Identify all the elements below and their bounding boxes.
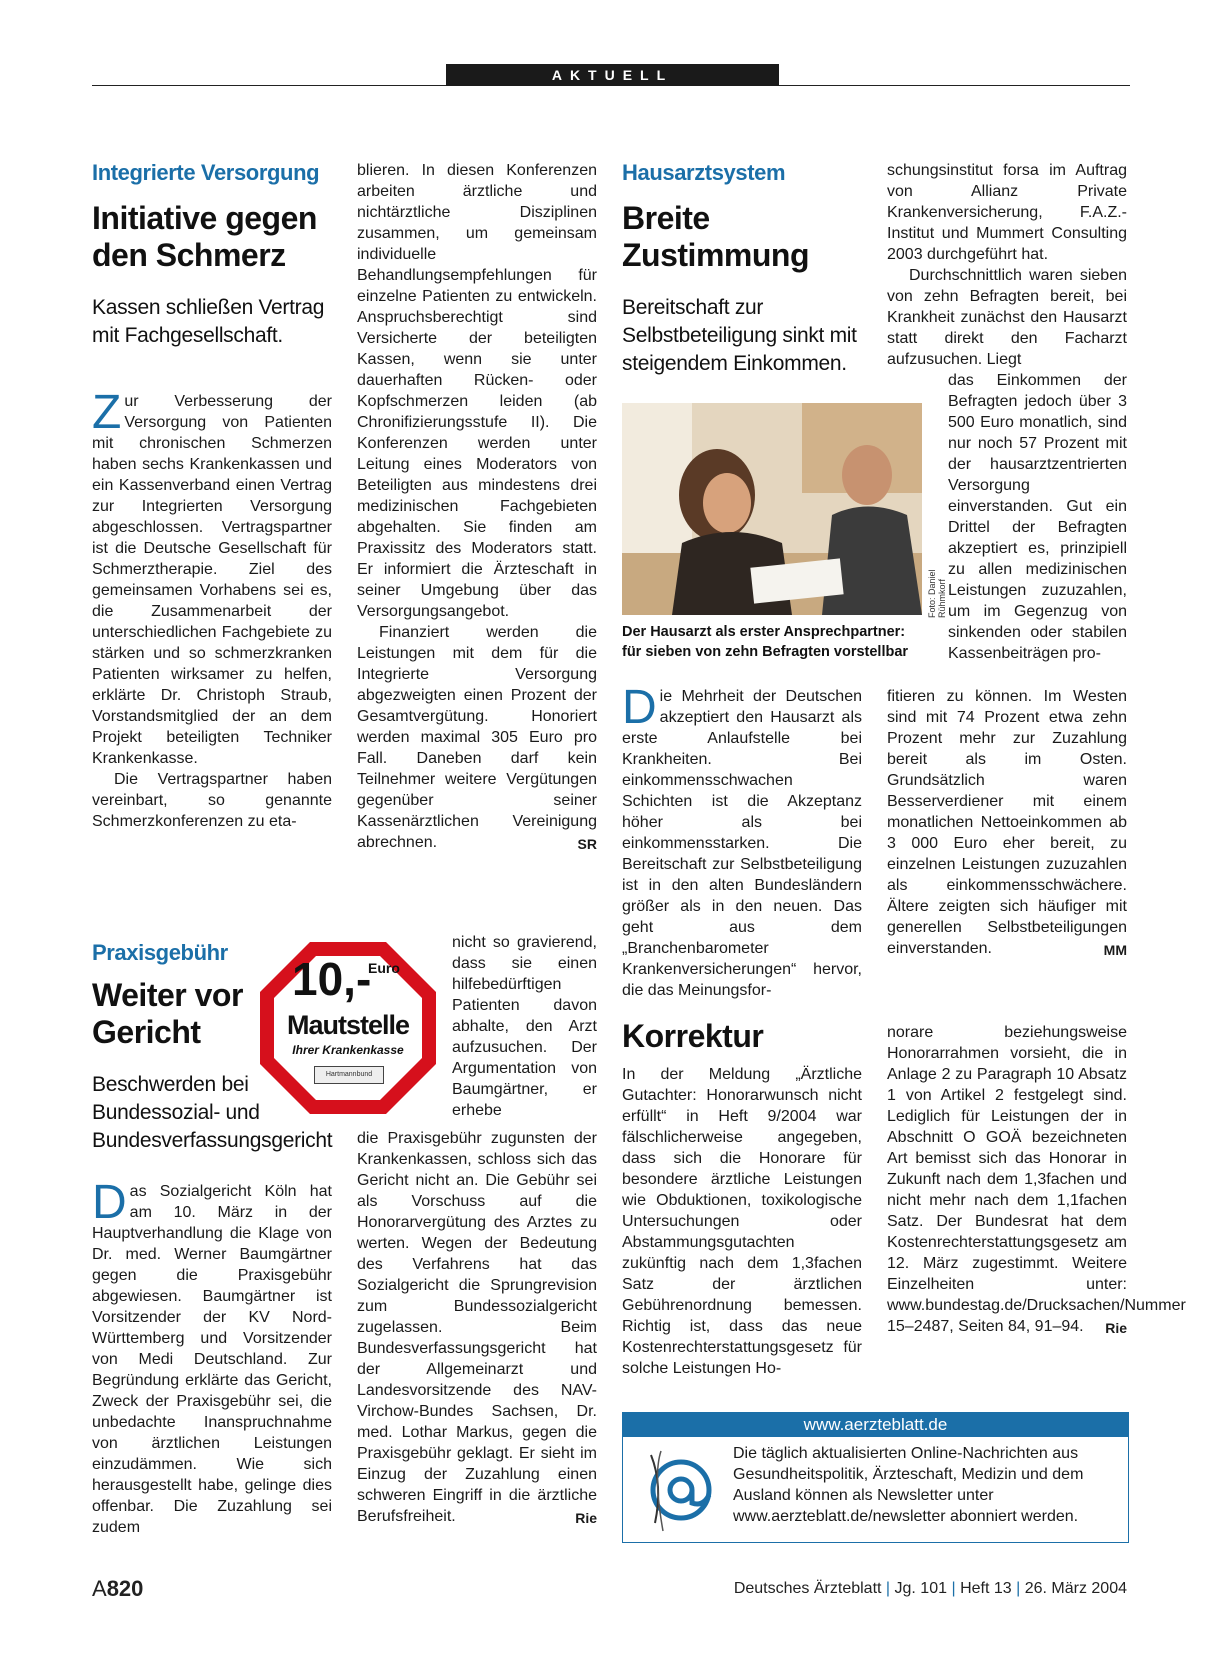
journal-info: Deutsches Ärzteblatt | Jg. 101 | Heft 13 | 26. März 2004: [733, 1580, 1127, 1597]
journal-name: Deutsches Ärzteblatt: [733, 1580, 882, 1597]
article1-column-1: [92, 386, 332, 832]
article4-headline: Korrektur: [622, 1018, 764, 1054]
article1-paragraph: blieren. In diesen Konferenzen arbeiten ärztliche und nichtärztliche Disziplinen zusammen, um gemeinsam individuelle Behandlungsempfehlungen für einzelne Patienten zu entwickeln. Anspruchsberechtigt sind Versicherte der beteiligten Kassen, wenn sie unter dauerhaften Rücken- oder Kopfschmerzen leiden (ab Chronifizierungsstufe II). Die Konferenzen werden unter Leitung eines Moderators von Beteiligten aus mindestens drei medizinischen Fachgebieten abgehalten. Sie finden am Praxissitz des Moderators statt. Er informiert die Ärzteschaft in seiner Umgebung über das Versorgungsangebot.: [357, 162, 597, 620]
article1-headline: Initiative gegen den Schmerz: [92, 200, 317, 273]
article1-paragraph: Die Vertragspartner haben vereinbart, so genannte Schmerzkonferenzen zu eta-: [92, 771, 332, 830]
sign-subtitle: Ihrer Krankenkasse: [292, 1043, 404, 1057]
article2-paragraph: das Einkommen der Befragten jedoch über 3 500 Euro monatlich, sind nur noch 57 Prozent mit der hausarztzentrierten Versorgung einverstanden. Gut ein Drittel der Befragten akzeptiert es, prinzipiell zu allen medizinischen Leistungen zuzuzahlen, um im Gegenzug von sinkenden oder stabilen Kassenbeiträgen pro-: [948, 372, 1127, 662]
sign-currency: Euro: [368, 960, 400, 976]
article2-rubric: Hausarztsystem: [622, 160, 786, 185]
article4-paragraph: norare beziehungsweise Honorarrahmen vorsieht, die in Anlage 2 zu Paragraph 10 Absatz 1 von Artikel 2 festgelegt sind. Lediglich für Leistungen der in Abschnitt O GOÄ bezeichneten Art bemisst sich das Honorar in Zukunft nach dem 1,3fachen und nicht mehr nach dem 1,1fachen Satz. Der Bundesrat hat dem Kostenrechterstattungsgesetz am 12. März zugestimmt. Weitere Einzelheiten unter: www.bundestag.de/Drucksachen/Nummer 15–2487, Seiten 84, 91–94.: [887, 1024, 1186, 1335]
article4-paragraph: In der Meldung „Ärztliche Gutachter: Honorarwunsch nicht erfüllt“ in Heft 9/2004 war fälschlicherweise angegeben, dass sich die Honorare für besondere ärztliche Leistungen wie Obduktionen, toxikologische Untersuchungen oder Abstammungsgutachten zukünftig nach dem 1,3fachen Satz der ärztlichen Gebührenordnung bemessen. Richtig ist, dass das neue Kostenrechterstattungsgesetz für solche Leistungen Ho-: [622, 1066, 862, 1377]
article2-column-2-lower: [887, 686, 1127, 961]
article1-column-2: [357, 160, 597, 855]
article2-signature: MM: [1103, 942, 1127, 958]
journal-date: 26. März 2004: [1024, 1580, 1127, 1597]
article3-subline: Beschwerden bei Bundessozial- und Bundesverfassungsgericht: [92, 1073, 333, 1152]
article4-column-2: [887, 1022, 1186, 1339]
article3-column-2: [357, 1128, 597, 1529]
article3-paragraph: die Praxisgebühr zugunsten der Krankenkassen, schloss sich das Gericht nicht an. Die Gebühr sei als Vorschuss auf die Honorarvergütung des Arztes zu werten. Wegen der Bedeutung des Verfahrens hat das Sozialgericht die Sprungrevision zum Bundessozialgericht zugelassen. Beim Bundesverfassungsgericht hat der Allgemeinarzt und Landesvorsitzende des NAV-Virchow-Bundes Sachsen, Dr. med. Lothar Markus, gegen die Praxisgebühr geklagt. Er sieht im Einzug der Zuzahlung einen schweren Eingriff in die ärztliche Berufsfreiheit.: [357, 1130, 597, 1525]
photo-caption: Der Hausarzt als erster Ansprechpartner: für sieben von zehn Befragten vorstellbar: [622, 624, 909, 660]
article1-subline: Kassen schließen Vertrag mit Fachgesellschaft.: [92, 296, 325, 347]
toll-station-sign: [258, 940, 438, 1116]
article2-paragraph: Durchschnittlich waren sieben von zehn Befragten bereit, bei Krankheit zunächst den Hausarzt statt direkt den Facharzt aufzusuchen. Liegt: [887, 267, 1127, 368]
article4-column-1: [622, 1064, 862, 1379]
article2-column-2-narrow: [948, 370, 1127, 664]
article3-paragraph: as Sozialgericht Köln hat am 10. März in der Hauptverhandlung die Klage von Dr. med. Werner Baumgärtner gegen die Praxisgebühr abgewiesen. Baumgärtner ist Vorsitzender der KV Nord-Württemberg und Vorsitzender von Medi Deutschland. Zur Begründung erklärte das Gericht, Zweck der Praxisgebühr sei, die unbedachte Inanspruchnahme von ärztlichen Leistungen einzudämmen. Wie sich herausgestellt habe, gelinge dies offenbar. Die Zuzahlung sei zudem: [92, 1183, 332, 1536]
doctor-patient-photo: [622, 403, 922, 615]
article4-signature: Rie: [1105, 1320, 1127, 1336]
photo-credit: Foto: Daniel Rühmkorf: [927, 569, 947, 618]
article3-column-1: [92, 1176, 332, 1538]
article1-paragraph: Finanziert werden die Leistungen mit dem für die Integrierte Versorgung abgezweigten einen Prozent der Gesamtvergütung. Honoriert werden maximal 305 Euro pro Fall. Daneben darf kein Teilnehmer weitere Vergütungen gegenüber seiner Kassenärztlichen Vereinigung abrechnen.: [357, 624, 597, 851]
promo-box: [622, 1412, 1129, 1543]
sign-plate: Hartmannbund: [314, 1066, 384, 1084]
at-sign-logo-icon: [633, 1445, 729, 1535]
article3-signature: Rie: [575, 1510, 597, 1526]
article2-column-1: [622, 681, 862, 1001]
sign-title: Mautstelle: [286, 1010, 410, 1040]
promo-text: Die täglich aktualisierten Online-Nachrichten aus Gesundheitspolitik, Ärzteschaft, Medizin und dem Ausland können als Newsletter unter www.aerzteblatt.de/newsletter abonniert werden.: [733, 1445, 1084, 1525]
dropcap: Z: [92, 386, 122, 439]
journal-volume: Jg. 101: [894, 1580, 947, 1597]
article2-headline: Breite Zustimmung: [622, 200, 809, 273]
article3-rubric: Praxisgebühr: [92, 940, 228, 965]
article2-paragraph: fitieren zu können. Im Westen sind mit 74 Prozent etwa zehn Prozent mehr zur Zuzahlung bereit als im Osten. Grundsätzlich waren Besserverdiener mit einem monatlichen Nettoeinkommen ab 3 000 Euro eher bereit, zu einzelnen Leistungen zuzuzahlen als einkommensschwächere. Ältere zeigten sich häufiger mit generellen Selbstbeteiligungen einverstanden.: [887, 688, 1127, 957]
section-tag: AKTUELL: [446, 64, 779, 86]
article1-rubric: Integrierte Versorgung: [92, 160, 320, 185]
promo-url[interactable]: www.aerzteblatt.de: [623, 1413, 1128, 1437]
dropcap: D: [622, 681, 657, 734]
article2-subline: Bereitschaft zur Selbstbeteiligung sinkt mit steigendem Einkommen.: [622, 296, 857, 375]
journal-issue: Heft 13: [960, 1580, 1012, 1597]
page-number-value: 820: [106, 1576, 144, 1601]
dropcap: D: [92, 1176, 127, 1229]
sign-amount: 10,-: [292, 953, 372, 1005]
at-sign-icon: [633, 1445, 729, 1535]
page-number: [92, 1576, 143, 1602]
article3-headline: Weiter vor Gericht: [92, 977, 243, 1050]
article1-paragraph: ur Verbesserung der Versorgung von Patienten mit chronischen Schmerzen haben sechs Krankenkassen und ein Kassenverband einen Vertrag zur Integrierten Versorgung abgeschlossen. Vertragspartner ist die Deutsche Gesellschaft für Schmerztherapie. Ziel des gemeinsamen Vorhabens sei es, die Zusammenarbeit der unterschiedlichen Fachgebiete zu stärken und so schmerzkranken Patienten wirksamer zu helfen, erklärte Dr. Christoph Straub, Vorstandsmitglied der an dem Projekt beteiligten Techniker Krankenkasse.: [92, 393, 332, 767]
photo-illustration: [622, 403, 922, 615]
article3-column-2-top: [452, 932, 597, 1121]
article2-paragraph: ie Mehrheit der Deutschen akzeptiert den Hausarzt als erste Anlaufstelle bei Krankheiten. Bei einkommensschwachen Schichten ist die Akzeptanz höher als bei einkommensstarken. Die Bereitschaft zur Selbstbeteiligung ist in den alten Bundesländern größer als in den neuen. Das geht aus dem „Branchenbarometer Krankenversicherungen“ hervor, die das Meinungsfor-: [622, 688, 862, 999]
page-prefix: A: [92, 1576, 107, 1601]
article1-signature: SR: [577, 836, 597, 852]
article2-column-2: [887, 160, 1127, 370]
article2-paragraph: schungsinstitut forsa im Auftrag von Allianz Private Krankenversicherung, F.A.Z.-Institut und Mummert Consulting 2003 durchgeführt hat.: [887, 162, 1127, 263]
article3-paragraph: nicht so gravierend, dass sie einen hilfebedürftigen Patienten davon abhalte, den Arzt aufzusuchen. Der Argumentation von Baumgärtner, er erhebe: [452, 934, 597, 1119]
